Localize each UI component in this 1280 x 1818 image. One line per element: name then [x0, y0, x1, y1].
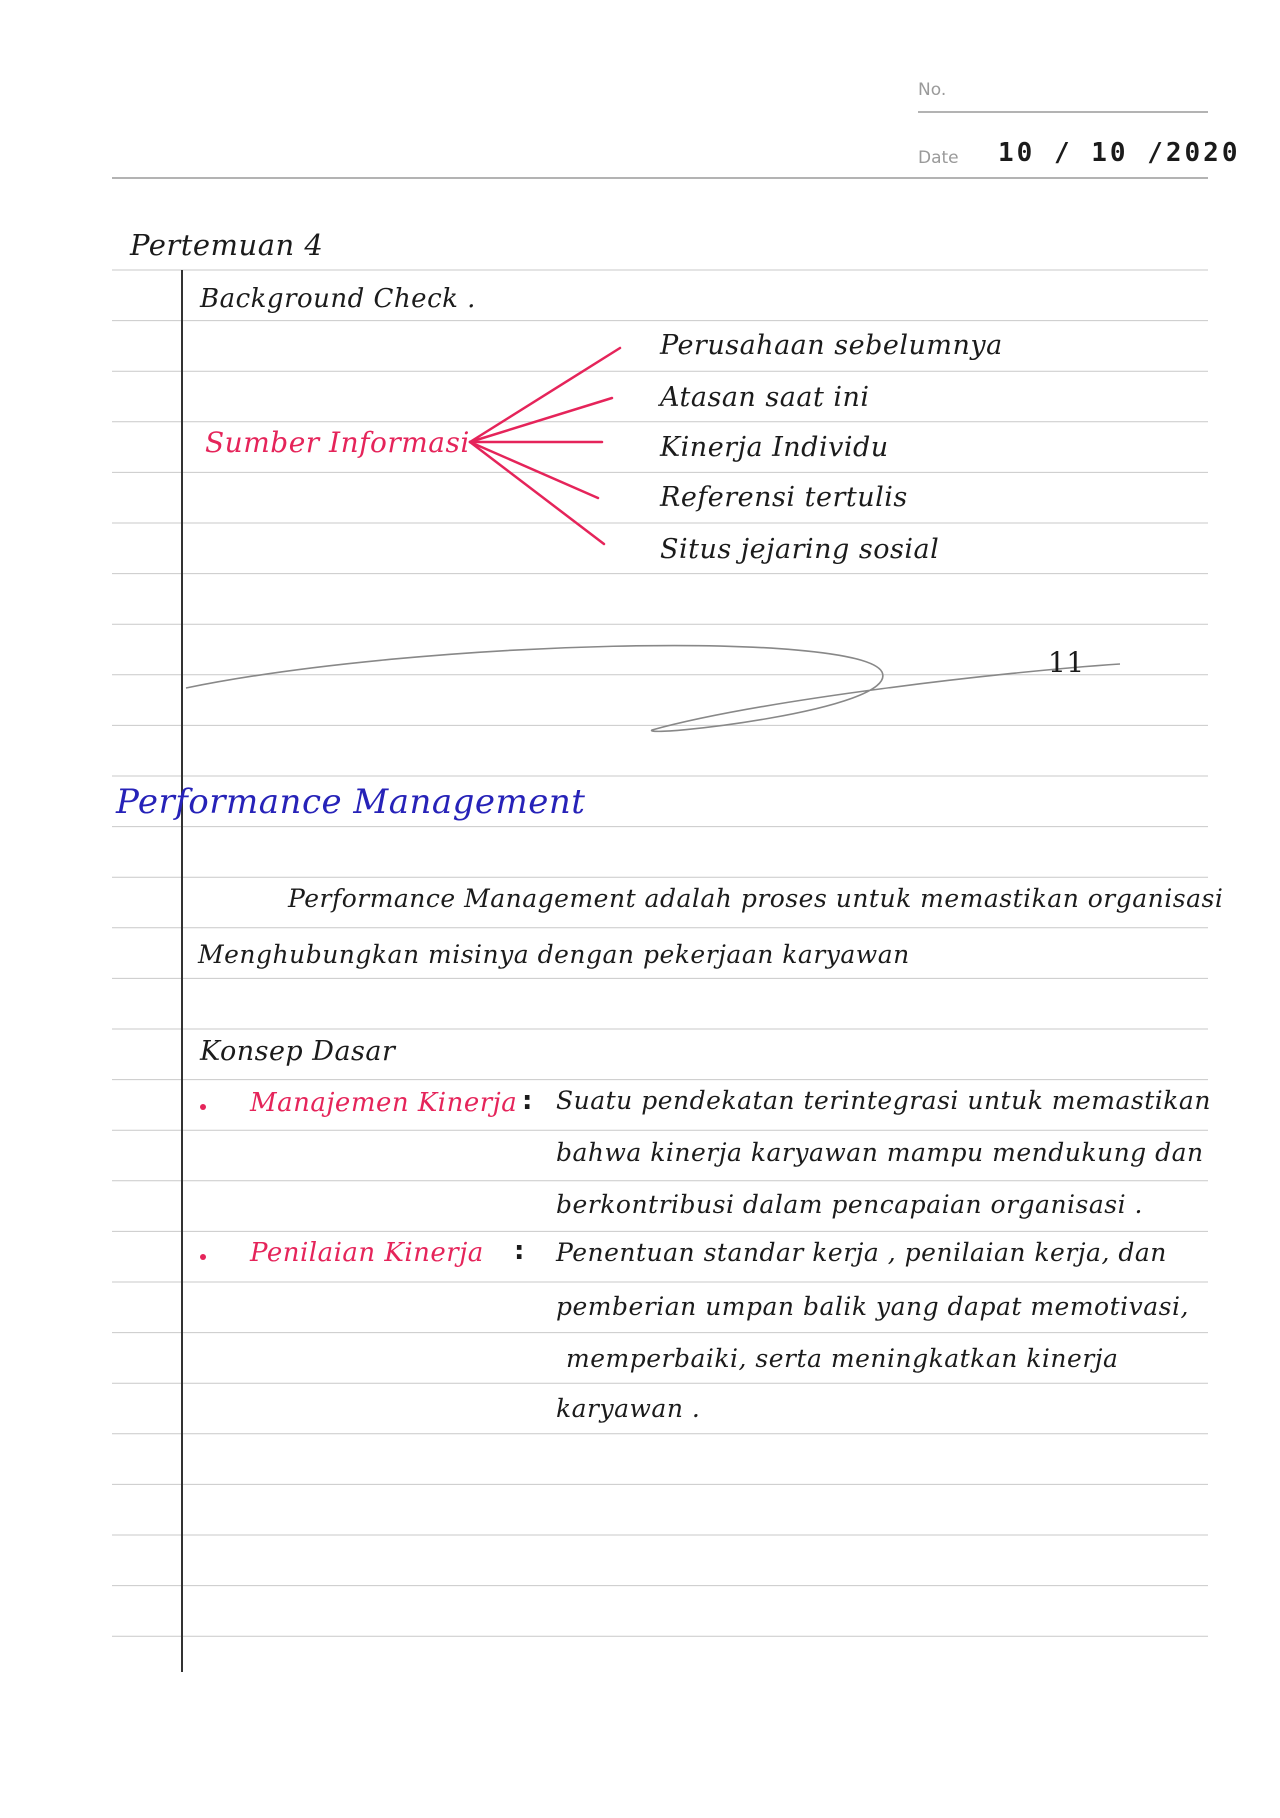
mindmap-branch-label: Perusahaan sebelumnya [660, 330, 1003, 361]
mindmap-hub: Sumber Informasi [205, 426, 470, 459]
concept-definition-line: berkontribusi dalam pencapaian organisasi . [556, 1190, 1144, 1219]
mindmap-branches [470, 348, 620, 544]
concepts-heading: Konsep Dasar [200, 1036, 396, 1067]
paragraph-line: Performance Management adalah proses untuk memastikan organisasi [288, 884, 1224, 913]
mindmap-branch-label: Situs jejaring sosial [660, 534, 940, 565]
bullet-point [200, 1254, 206, 1260]
section1-subtitle: Background Check . [200, 284, 476, 314]
paragraph-line: Menghubungkan misinya dengan pekerjaan karyawan [198, 940, 910, 969]
date-value: 10 / 10 /2020 [998, 138, 1241, 168]
mindmap-branch-label: Atasan saat ini [660, 382, 870, 413]
concept-definition-line: karyawan . [556, 1394, 701, 1423]
concept-colon: : [514, 1236, 525, 1266]
section1-title: Pertemuan 4 [130, 228, 324, 262]
no-label: No. [918, 80, 947, 100]
mindmap-branch-label: Kinerja Individu [660, 432, 889, 463]
bullet-point [200, 1104, 206, 1110]
mindmap-branch-label: Referensi tertulis [660, 482, 908, 513]
concept-definition-line: memperbaiki, serta meningkatkan kinerja [566, 1344, 1119, 1373]
end-mark: 11 [1048, 646, 1085, 679]
concept-term: Penilaian Kinerja [250, 1238, 484, 1268]
branch-line [470, 348, 620, 442]
concept-definition-line: bahwa kinerja karyawan mampu mendukung dan [556, 1138, 1204, 1167]
concept-definition-line: Penentuan standar kerja , penilaian kerja, dan [556, 1238, 1167, 1267]
section2-title: Performance Management [116, 782, 586, 822]
concept-colon: : [522, 1086, 533, 1116]
concept-definition-line: Suatu pendekatan terintegrasi untuk memastikan [556, 1086, 1211, 1115]
section-end-flourish [186, 646, 1120, 732]
concept-definition-line: pemberian umpan balik yang dapat memotivasi, [556, 1292, 1189, 1321]
concept-term: Manajemen Kinerja [250, 1088, 518, 1118]
date-label: Date [918, 148, 959, 168]
branch-line [470, 398, 612, 442]
